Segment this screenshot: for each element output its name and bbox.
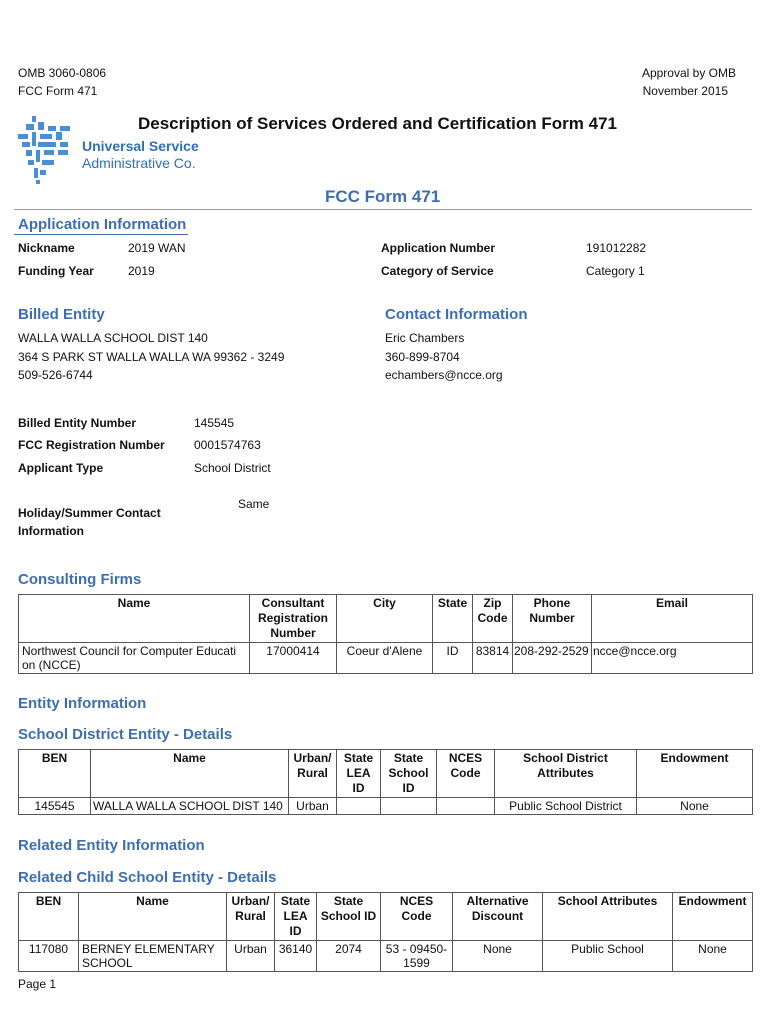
col-state-lea: State LEA ID [337, 750, 381, 798]
table-row [19, 798, 753, 815]
approval-label: Approval by OMB [641, 66, 736, 80]
contact-heading: Contact Information [385, 306, 528, 323]
billed-entity-heading: Billed Entity [18, 306, 105, 323]
table-header-row [19, 893, 753, 941]
cell-state: ID [433, 643, 473, 674]
application-info-heading: Application Information [18, 216, 187, 233]
applicant-type-value: School District [194, 461, 271, 475]
col-name: Name [79, 893, 227, 941]
col-state-lea: State LEA ID [275, 893, 317, 941]
col-nces: NCES Code [381, 893, 453, 941]
main-title: Description of Services Ordered and Certification Form 471 [138, 114, 617, 133]
ben-label: Billed Entity Number [18, 416, 137, 430]
col-ben: BEN [19, 893, 79, 941]
col-alt-discount: Alternative Discount [453, 893, 543, 941]
form-title: FCC Form 471 [325, 187, 441, 206]
col-ben: BEN [19, 750, 91, 798]
related-entity-heading: Related Entity Information [18, 837, 205, 854]
col-phone: Phone Number [513, 595, 592, 643]
holiday-label-1: Holiday/Summer Contact [18, 506, 161, 520]
col-urban: Urban/ Rural [289, 750, 337, 798]
cell-attributes: Public School District [495, 798, 637, 815]
usac-logo-icon [16, 116, 72, 186]
billed-entity-phone: 509-526-6744 [18, 368, 93, 382]
billed-entity-address: 364 S PARK ST WALLA WALLA WA 99362 - 3249 [18, 350, 285, 364]
col-endowment: Endowment [673, 893, 753, 941]
table-header-row [19, 750, 753, 798]
col-name: Name [91, 750, 289, 798]
cell-ben: 117080 [19, 941, 79, 972]
billed-entity-name: WALLA WALLA SCHOOL DIST 140 [18, 331, 208, 345]
cell-city: Coeur d'Alene [337, 643, 433, 674]
category-label: Category of Service [381, 264, 494, 278]
col-state: State [433, 595, 473, 643]
cell-email: ncce@ncce.org [592, 643, 753, 674]
table-header-row [19, 595, 753, 643]
cell-reg: 17000414 [250, 643, 337, 674]
fcc-reg-label: FCC Registration Number [18, 438, 165, 452]
page-number: Page 1 [18, 977, 57, 991]
holiday-label-2: Information [18, 524, 84, 538]
ben-value: 145545 [194, 416, 235, 430]
funding-year-value: 2019 [128, 264, 155, 278]
app-number-label: Application Number [381, 241, 496, 255]
table-row [19, 941, 753, 972]
category-value: Category 1 [586, 264, 645, 278]
contact-email: echambers@ncce.org [385, 368, 503, 382]
cell-name: BERNEY ELEMENTARY SCHOOL [79, 941, 227, 972]
col-email: Email [592, 595, 753, 643]
col-state-school: State School ID [381, 750, 437, 798]
cell-state-lea [337, 798, 381, 815]
applicant-type-label: Applicant Type [18, 461, 104, 475]
cell-ben: 145545 [19, 798, 91, 815]
fcc-reg-value: 0001574763 [194, 438, 261, 452]
related-child-table [18, 892, 753, 972]
consulting-table [18, 594, 753, 674]
school-district-heading: School District Entity - Details [18, 726, 233, 743]
omb-number: OMB 3060-0806 [18, 66, 107, 80]
nickname-label: Nickname [18, 241, 75, 255]
cell-endowment: None [673, 941, 753, 972]
cell-zip: 83814 [473, 643, 513, 674]
cell-attributes: Public School [543, 941, 673, 972]
contact-name: Eric Chambers [385, 331, 465, 345]
col-urban: Urban/ Rural [227, 893, 275, 941]
col-endowment: Endowment [637, 750, 753, 798]
school-district-table [18, 749, 753, 815]
cell-state-school: 2074 [317, 941, 381, 972]
cell-phone: 208-292-2529 [513, 643, 592, 674]
col-zip: Zip Code [473, 595, 513, 643]
col-name: Name [19, 595, 250, 643]
col-consultant-reg: Consultant Registration Number [250, 595, 337, 643]
logo-line2: Administrative Co. [82, 155, 196, 171]
cell-endowment: None [637, 798, 753, 815]
approval-date: November 2015 [642, 84, 728, 98]
entity-info-heading: Entity Information [18, 695, 147, 712]
col-state-school: State School ID [317, 893, 381, 941]
title-divider [14, 209, 752, 210]
cell-state-school [381, 798, 437, 815]
holiday-value: Same [238, 497, 270, 511]
heading-underline [14, 234, 188, 235]
cell-urban: Urban [289, 798, 337, 815]
contact-phone: 360-899-8704 [385, 350, 460, 364]
nickname-value: 2019 WAN [128, 241, 186, 255]
col-nces: NCES Code [437, 750, 495, 798]
col-attributes: School District Attributes [495, 750, 637, 798]
table-row [19, 643, 753, 674]
form-number: FCC Form 471 [18, 84, 98, 98]
logo-line1: Universal Service [82, 138, 199, 154]
cell-alt-discount: None [453, 941, 543, 972]
cell-name: Northwest Council for Computer Educati on (NCCE) [19, 643, 250, 674]
app-number-value: 191012282 [586, 241, 647, 255]
cell-nces [437, 798, 495, 815]
col-city: City [337, 595, 433, 643]
col-attributes: School Attributes [543, 893, 673, 941]
funding-year-label: Funding Year [18, 264, 94, 278]
consulting-heading: Consulting Firms [18, 571, 142, 588]
cell-nces: 53 - 09450- 1599 [381, 941, 453, 972]
cell-name: WALLA WALLA SCHOOL DIST 140 [91, 798, 289, 815]
related-child-heading: Related Child School Entity - Details [18, 869, 277, 886]
cell-state-lea: 36140 [275, 941, 317, 972]
cell-urban: Urban [227, 941, 275, 972]
